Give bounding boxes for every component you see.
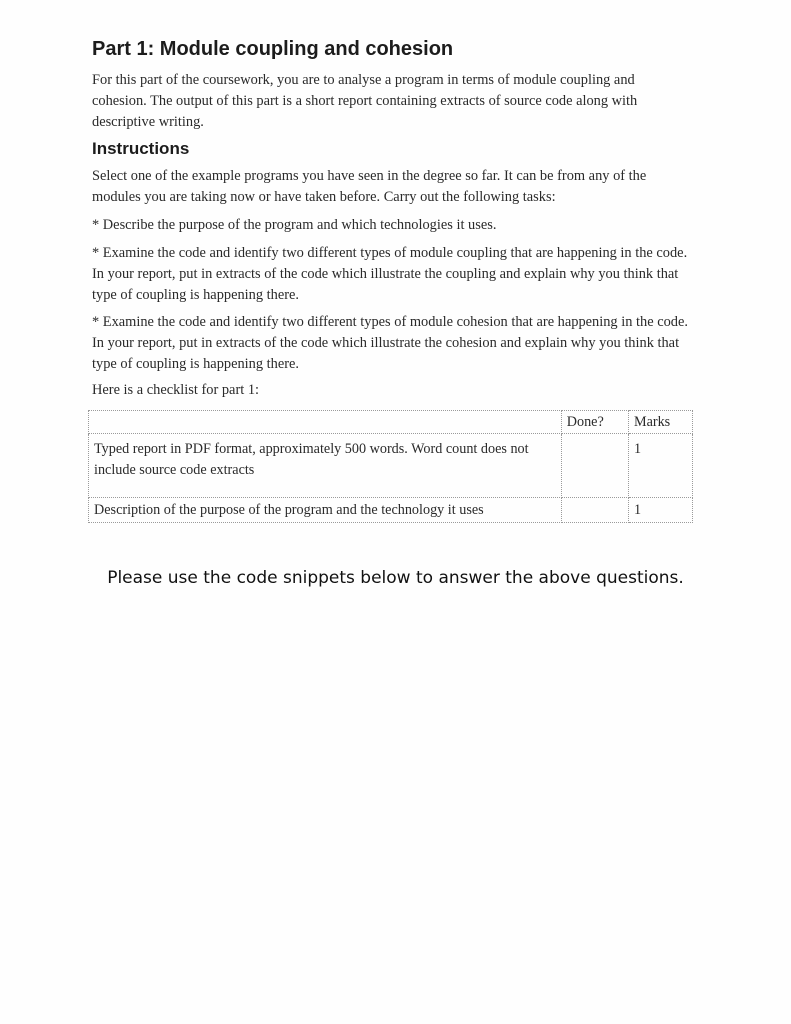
table-row — [89, 498, 693, 523]
checklist-intro: Here is a checklist for part 1: — [92, 382, 260, 398]
row-description: Description of the purpose of the program and the technology it uses — [89, 498, 562, 523]
header-marks: Marks — [628, 411, 692, 434]
task-cohesion: * Examine the code and identify two different types of module cohesion that are happening in the code. In your report, put in extracts of the code which illustrate the cohesion and explain why you think that type of coupling is happening there. — [92, 314, 688, 372]
header-done: Done? — [561, 411, 628, 434]
row-description: Typed report in PDF format, approximately 500 words. Word count does not include source code extracts — [89, 434, 562, 498]
checklist-table — [88, 410, 693, 523]
instructions-heading: Instructions — [92, 139, 190, 158]
row-marks: 1 — [628, 434, 692, 498]
intro-paragraph: For this part of the coursework, you are to analyse a program in terms of module coupling and cohesion. The output of this part is a short report containing extracts of source code along with descriptive writing. — [92, 72, 638, 130]
row-done — [561, 434, 628, 498]
task-describe-purpose: * Describe the purpose of the program and which technologies it uses. — [92, 217, 497, 233]
row-marks: 1 — [628, 498, 692, 523]
page-title: Part 1: Module coupling and cohesion — [92, 38, 454, 60]
code-snippets-note: Please use the code snippets below to answer the above questions. — [107, 568, 684, 588]
table-header-row — [89, 411, 693, 434]
header-description — [89, 411, 562, 434]
instructions-paragraph: Select one of the example programs you have seen in the degree so far. It can be from any of the modules you are taking now or have taken before. Carry out the following tasks: — [92, 168, 647, 205]
task-coupling: * Examine the code and identify two different types of module coupling that are happening in the code. In your report, put in extracts of the code which illustrate the coupling and explain why you think that type of coupling is happening there. — [92, 245, 688, 303]
table-row — [89, 434, 693, 498]
row-done — [561, 498, 628, 523]
